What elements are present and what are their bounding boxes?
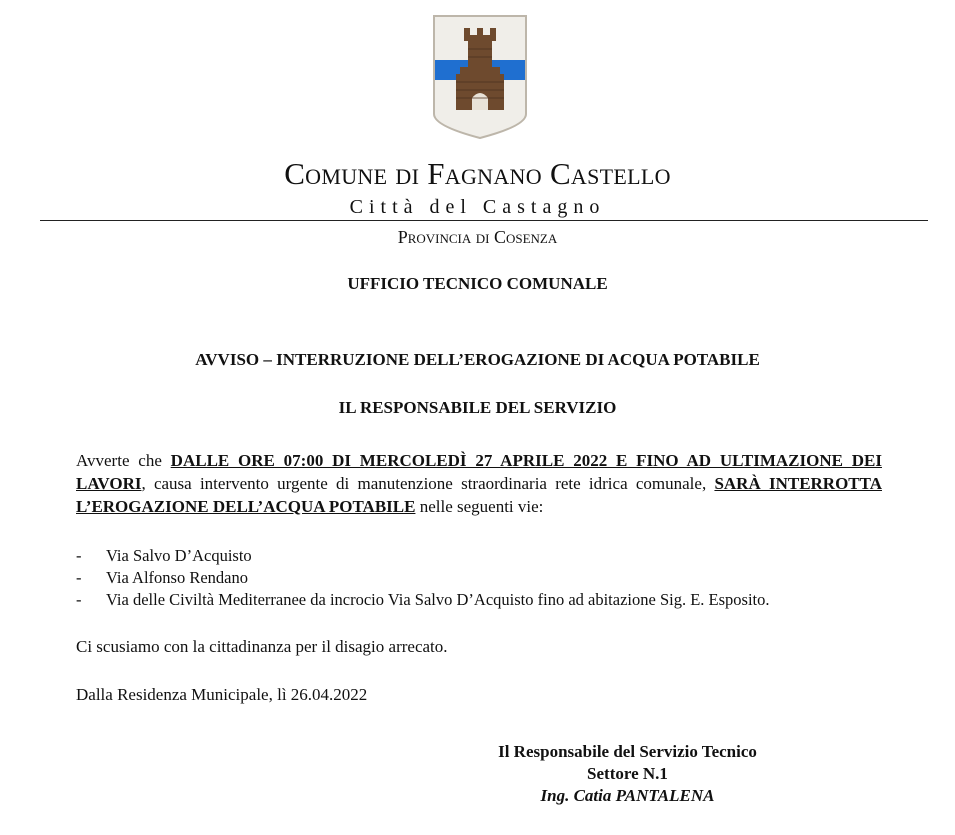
signature-sector: Settore N.1 <box>587 764 668 783</box>
coat-of-arms-icon <box>432 14 528 140</box>
municipality-title: Comune di Fagnano Castello <box>284 156 671 191</box>
body-outro: nelle seguenti vie: <box>415 497 544 516</box>
body-intro: Avverte che <box>76 451 171 470</box>
list-dash: - <box>76 546 82 565</box>
list-dash: - <box>76 590 82 609</box>
street-name: Via Salvo D’Acquisto <box>106 546 252 565</box>
street-item <box>76 589 906 611</box>
street-item <box>76 545 906 567</box>
notice-body <box>76 449 882 518</box>
place-date: Dalla Residenza Municipale, lì 26.04.2022 <box>76 685 368 704</box>
street-name: Via Alfonso Rendano <box>106 568 248 587</box>
notice-title: AVVISO – INTERRUZIONE DELL’EROGAZIONE DI ACQUA POTABILE <box>195 350 760 369</box>
street-name: Via delle Civiltà Mediterranee da incrocio Via Salvo D’Acquisto fino ad abitazione Sig. E. Esposito. <box>106 590 770 609</box>
body-reason: , causa intervento urgente di manutenzione straordinaria rete idrica comunale, <box>141 474 715 493</box>
signature-block <box>450 741 805 807</box>
body-highlight-date: DALLE ORE 07:00 DI MERCOLEDÌ 27 APRILE 2022 E FINO AD ULTIMAZIONE DEI LAVORI <box>76 451 882 493</box>
header-divider <box>40 220 928 221</box>
street-item <box>76 567 906 589</box>
responsible-heading: IL RESPONSABILE DEL SERVIZIO <box>338 398 617 417</box>
signature-name: Ing. Catia PANTALENA <box>540 786 715 805</box>
body-highlight-interruption: SARÀ INTERROTTA L’EROGAZIONE DELL’ACQUA POTABILE <box>76 474 882 516</box>
list-dash: - <box>76 568 82 587</box>
office-heading: UFFICIO TECNICO COMUNALE <box>347 274 608 293</box>
municipality-subtitle: Città del Castagno <box>349 196 606 218</box>
street-list <box>76 545 906 611</box>
province-label: Provincia di Cosenza <box>397 227 558 247</box>
apology-text: Ci scusiamo con la cittadinanza per il disagio arrecato. <box>76 637 448 656</box>
signature-role: Il Responsabile del Servizio Tecnico <box>498 742 757 761</box>
